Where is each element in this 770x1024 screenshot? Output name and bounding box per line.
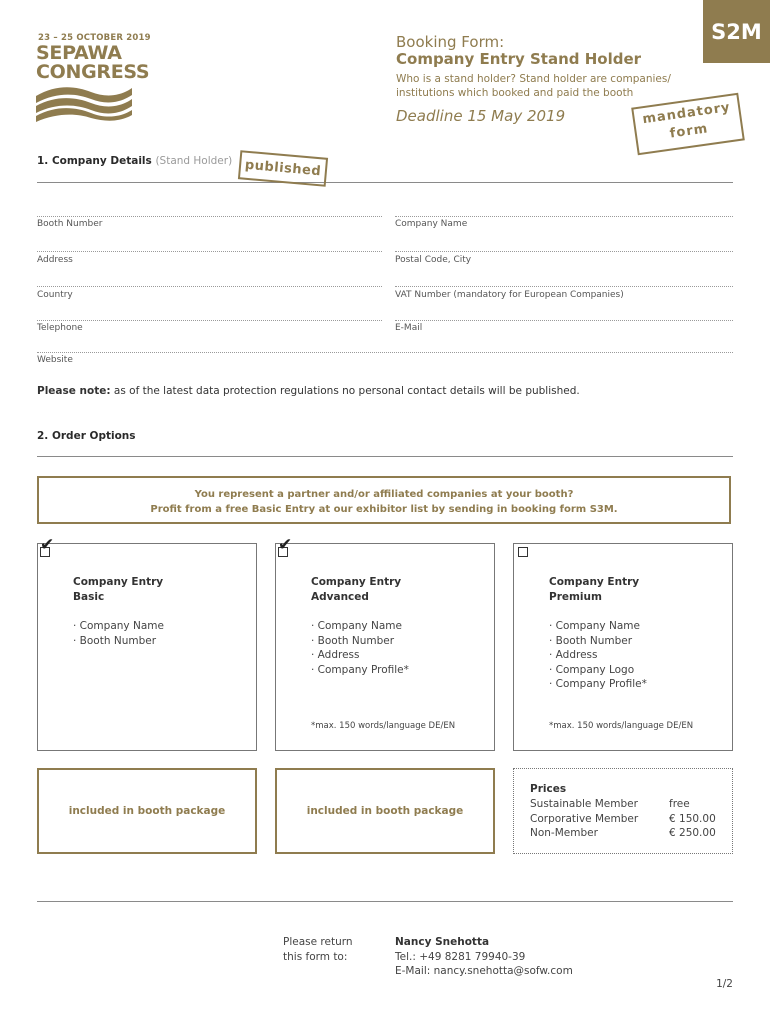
option-title-line: Advanced <box>311 591 369 603</box>
option-title-line: Company Entry <box>549 576 640 588</box>
option-premium-title <box>549 575 639 605</box>
company-name-label: Company Name <box>395 219 468 229</box>
prices-title: Prices <box>530 783 567 795</box>
website-label: Website <box>37 355 73 365</box>
section1-divider <box>37 182 733 183</box>
partner-banner <box>37 476 731 524</box>
option-item: · Company Name <box>73 620 164 632</box>
option-premium-items <box>549 619 647 692</box>
stamp-line-1: mandatory <box>641 100 732 128</box>
vat-line[interactable] <box>395 286 733 287</box>
price-label: Sustainable Member <box>530 798 638 810</box>
section2-divider <box>37 456 733 457</box>
option-advanced-items <box>311 619 409 677</box>
logo-line1: SEPAWA <box>36 42 122 64</box>
published-stamp: published <box>238 150 328 187</box>
option-premium-checkbox[interactable] <box>518 547 528 557</box>
section1-title-text: 1. Company Details <box>37 155 152 167</box>
footer-divider <box>37 901 733 902</box>
option-item: · Company Name <box>549 620 640 632</box>
telephone-label: Telephone <box>37 323 83 333</box>
option-item: · Booth Number <box>73 634 157 647</box>
option-item: · Booth Number <box>549 634 633 647</box>
banner-line-1: You represent a partner and/or affiliated companies at your booth? <box>194 489 574 500</box>
option-item: · Company Profile* <box>311 663 409 676</box>
option-title-line: Company Entry <box>73 576 164 588</box>
option-premium-footnote: *max. 150 words/language DE/EN <box>549 721 694 731</box>
advanced-included-box: included in booth package <box>275 768 495 854</box>
option-title-line: Premium <box>549 591 602 603</box>
postal-code-label: Postal Code, City <box>395 255 472 265</box>
option-basic-items <box>73 619 164 648</box>
contact-email[interactable]: E-Mail: nancy.snehotta@sofw.com <box>395 965 573 977</box>
section2-title: 2. Order Options <box>37 430 136 442</box>
price-label: Non-Member <box>530 827 598 839</box>
logo-line2: CONGRESS <box>36 61 150 83</box>
data-protection-note <box>37 385 580 397</box>
section1-title <box>37 155 232 167</box>
event-logo-name <box>36 44 149 82</box>
price-label: Corporative Member <box>530 813 639 825</box>
note-label: Please note: <box>37 385 111 397</box>
option-item: · Company Profile* <box>549 678 647 690</box>
return-line: this form to: <box>283 950 348 963</box>
option-item: · Booth Number <box>311 634 395 647</box>
option-basic-title <box>73 575 163 605</box>
website-line[interactable] <box>37 352 733 353</box>
return-instructions <box>283 935 353 964</box>
country-label: Country <box>37 290 73 300</box>
email-label: E-Mail <box>395 323 423 333</box>
option-title-line: Company Entry <box>311 576 402 588</box>
option-item: · Company Name <box>311 620 402 632</box>
basic-included-box: included in booth package <box>37 768 257 854</box>
country-line[interactable] <box>37 286 382 287</box>
postal-code-line[interactable] <box>395 251 733 252</box>
form-subtitle: Company Entry Stand Holder <box>396 50 642 68</box>
checkmark-icon: ✔ <box>278 535 293 555</box>
stamp-line-2: form <box>668 121 710 142</box>
deadline: Deadline 15 May 2019 <box>396 107 566 125</box>
company-name-line[interactable] <box>395 216 733 217</box>
contact-name: Nancy Snehotta <box>395 936 490 948</box>
note-text: as of the latest data protection regulations no personal contact details will be published. <box>110 385 580 397</box>
option-item: · Address <box>311 649 360 661</box>
return-line: Please return <box>283 936 353 948</box>
price-value: € 150.00 <box>669 813 716 825</box>
mandatory-form-stamp <box>631 93 745 156</box>
who-line-1: Who is a stand holder? Stand holder are companies/ <box>396 73 671 85</box>
logo-wave-icon <box>36 84 134 122</box>
price-value: € 250.00 <box>669 827 716 839</box>
option-advanced-title <box>311 575 401 605</box>
address-line[interactable] <box>37 251 382 252</box>
contact-tel: Tel.: +49 8281 79940-39 <box>395 950 526 963</box>
address-label: Address <box>37 255 73 265</box>
email-line[interactable] <box>395 320 733 321</box>
booth-number-label: Booth Number <box>37 219 103 229</box>
banner-line-2: Profit from a free Basic Entry at our exhibitor list by sending in booking form S3M. <box>150 504 618 515</box>
form-title: Booking Form: <box>396 33 505 51</box>
form-code-badge: S2M <box>703 0 770 63</box>
option-item: · Company Logo <box>549 663 635 676</box>
section1-subtitle: (Stand Holder) <box>155 155 233 167</box>
page-number: 1/2 <box>716 978 733 990</box>
telephone-line[interactable] <box>37 320 382 321</box>
price-value: free <box>669 798 690 810</box>
contact-block <box>395 935 573 979</box>
option-item: · Address <box>549 649 598 661</box>
prices-box <box>513 768 733 854</box>
option-title-line: Basic <box>73 591 105 603</box>
event-date: 23 – 25 OCTOBER 2019 <box>38 33 151 43</box>
who-line-2: institutions which booked and paid the booth <box>396 87 634 99</box>
booth-number-line[interactable] <box>37 216 382 217</box>
vat-label: VAT Number (mandatory for European Companies) <box>395 290 624 300</box>
option-advanced-footnote: *max. 150 words/language DE/EN <box>311 721 456 731</box>
stand-holder-explanation <box>396 72 696 100</box>
checkmark-icon: ✔ <box>40 535 55 555</box>
